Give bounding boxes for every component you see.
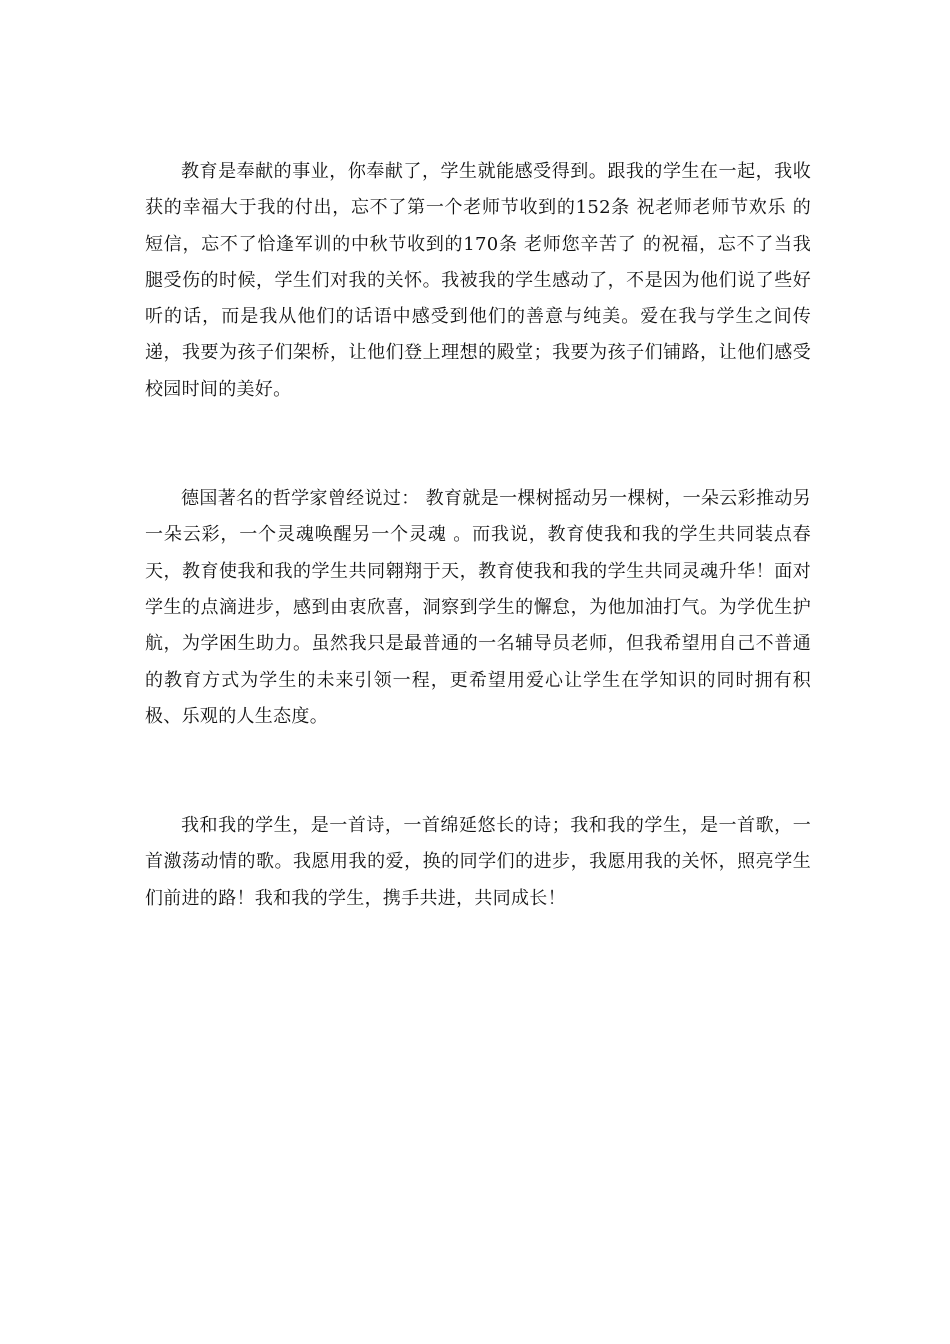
document-body: [145, 154, 811, 917]
paragraph-dedication: 教育是奉献的事业，你奉献了，学生就能感受得到。跟我的学生在一起，我收获的幸福大于我的付出，忘不了第一个老师节收到的152条 祝老师老师节欢乐 的短信，忘不了恰逢军训的中秋节收到的170条 老师您辛苦了 的祝福，忘不了当我腿受伤的时候，学生们对我的关怀。我被我的学生感动了，不是因为他们说了些好听的话，而是我从他们的话语中感受到他们的善意与纯美。爱在我与学生之间传递，我要为孩子们架桥，让他们登上理想的殿堂；我要为孩子们铺路，让他们感受校园时间的美好。: [145, 161, 811, 400]
paragraph-philosopher-quote: 德国著名的哲学家曾经说过： 教育就是一棵树摇动另一棵树，一朵云彩推动另一朵云彩，一个灵魂唤醒另一个灵魂 。而我说，教育使我和我的学生共同装点春天，教育使我和我的学生共同翱翔于天，教育使我和我的学生共同灵魂升华！面对学生的点滴进步，感到由衷欣喜，洞察到学生的懈怠，为他加油打气。为学优生护航，为学困生助力。虽然我只是最普通的一名辅导员老师，但我希望用自己不普通的教育方式为学生的未来引领一程，更希望用爱心让学生在学知识的同时拥有积极、乐观的人生态度。: [145, 488, 811, 727]
paragraph-conclusion: 我和我的学生，是一首诗，一首绵延悠长的诗；我和我的学生，是一首歌，一首激荡动情的歌。我愿用我的爱，换的同学们的进步，我愿用我的关怀，照亮学生们前进的路！我和我的学生，携手共进，共同成长！: [145, 815, 811, 909]
